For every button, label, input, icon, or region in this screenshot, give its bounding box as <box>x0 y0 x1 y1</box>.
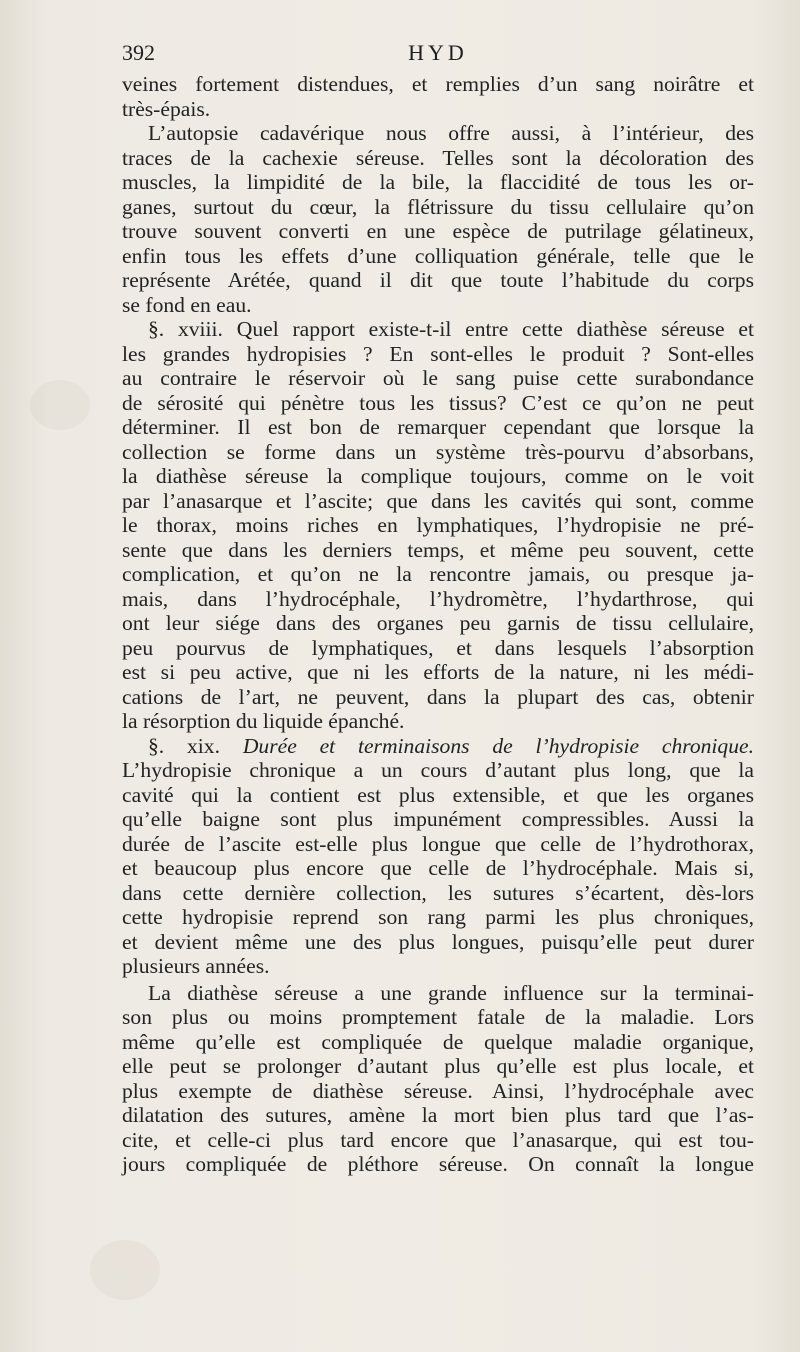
section-label: §. xix. <box>148 733 220 758</box>
text-line: par l’anasarque et l’ascite; que dans les cavités qui sont, comme <box>122 488 754 513</box>
text-line: est si peu active, que ni les efforts de la nature, ni les médi- <box>122 660 754 684</box>
text-line: même qu’elle est compliquée de quelque maladie organique, <box>122 1029 754 1054</box>
text-line: durée de l’ascite est-elle plus longue que celle de l’hydrothorax, <box>122 831 754 856</box>
text-line: son plus ou moins promptement fatale de la maladie. Lors <box>122 1005 754 1029</box>
text-line: cette hydropisie reprend son rang parmi les plus chroniques, <box>122 905 754 929</box>
text-line: elle peut se prolonger d’autant plus qu’elle est plus locale, et <box>122 1054 754 1078</box>
text-line: très-épais. <box>122 96 211 121</box>
paper-stain <box>90 1240 160 1300</box>
text-line: déterminer. Il est bon de remarquer cependant que lorsque la <box>122 415 754 439</box>
text-line: qu’elle baigne sont plus impunément compressibles. Aussi la <box>122 807 754 831</box>
text-line: dilatation des sutures, amène la mort bien plus tard que l’as- <box>122 1103 754 1127</box>
paragraph <box>122 981 754 1177</box>
section-title: Durée et terminaisons de l’hydropisie chronique. <box>242 733 755 758</box>
paragraph <box>122 72 754 121</box>
paragraph <box>122 121 754 317</box>
text-line: trouve souvent converti en une espèce de putrilage gélatineux, <box>122 219 754 243</box>
page-header <box>122 40 754 70</box>
text-line: complication, et qu’on ne la rencontre jamais, ou presque ja- <box>122 562 754 586</box>
text-line: la diathèse séreuse la complique toujours, comme on le voit <box>122 464 754 488</box>
text-line: veines fortement distendues, et remplies d’un sang noirâtre et <box>122 72 754 96</box>
text-line: mais, dans l’hydrocéphale, l’hydromètre, l’hydarthrose, qui <box>122 586 754 611</box>
paper-stain <box>30 380 90 430</box>
text-line: §. xviii. Quel rapport existe-t-il entre cette diathèse séreuse et <box>148 317 754 341</box>
text-line: le thorax, moins riches en lymphatiques, l’hydropisie ne pré- <box>122 513 754 537</box>
text-line: dans cette dernière collection, les sutures s’écartent, dès-lors <box>122 880 754 905</box>
text-line: la résorption du liquide épanché. <box>122 709 405 733</box>
text-line: peu pourvus de lymphatiques, et dans lesquels l’absorption <box>122 635 754 660</box>
text-line: jours compliquée de pléthore séreuse. On connaît la longue <box>122 1152 754 1176</box>
running-head: HYD <box>408 40 468 65</box>
text-line: La diathèse séreuse a une grande influence sur la terminai- <box>148 980 754 1005</box>
body-text <box>122 72 754 1177</box>
text-line: L’hydropisie chronique a un cours d’autant plus long, que la <box>122 758 754 782</box>
text-line: L’autopsie cadavérique nous offre aussi, à l’intérieur, des <box>148 121 754 145</box>
text-line: plusieurs années. <box>122 954 270 978</box>
page-number: 392 <box>122 40 155 65</box>
text-line: muscles, la limpidité de la bile, la flaccidité de tous les or- <box>122 170 754 194</box>
paragraph <box>122 317 754 734</box>
section-heading-line <box>122 734 754 759</box>
text-line: les grandes hydropisies ? En sont-elles le produit ? Sont-elles <box>122 341 754 366</box>
text-line: enfin tous les effets d’une colliquation générale, telle que le <box>122 243 754 268</box>
text-line: sente que dans les derniers temps, et même peu souvent, cette <box>122 537 754 562</box>
text-line: ganes, surtout du cœur, la flétrissure du tissu cellulaire qu’on <box>122 194 754 219</box>
text-line: collection se forme dans un système très-pourvu d’absorbans, <box>122 439 754 464</box>
paragraph <box>122 734 754 979</box>
text-line: se fond en eau. <box>122 292 252 317</box>
text-line: cavité qui la contient est plus extensible, et que les organes <box>122 782 754 807</box>
text-line: traces de la cachexie séreuse. Telles sont la décoloration des <box>122 145 754 170</box>
text-line: de sérosité qui pénètre tous les tissus? C’est ce qu’on ne peut <box>122 390 754 415</box>
text-line: au contraire le réservoir où le sang puise cette surabondance <box>122 366 754 390</box>
text-line: ont leur siége dans des organes peu garnis de tissu cellulaire, <box>122 611 754 635</box>
text-line: et beaucoup plus encore que celle de l’hydrocéphale. Mais si, <box>122 856 754 880</box>
text-line: cations de l’art, ne peuvent, dans la plupart des cas, obtenir <box>122 684 754 709</box>
text-line: représente Arétée, quand il dit que toute l’habitude du corps <box>122 268 754 292</box>
text-line: et devient même une des plus longues, puisqu’elle peut durer <box>122 929 754 954</box>
text-line: plus exempte de diathèse séreuse. Ainsi, l’hydrocéphale avec <box>122 1078 754 1103</box>
text-line: cite, et celle-ci plus tard encore que l’anasarque, qui est tou- <box>122 1127 754 1152</box>
